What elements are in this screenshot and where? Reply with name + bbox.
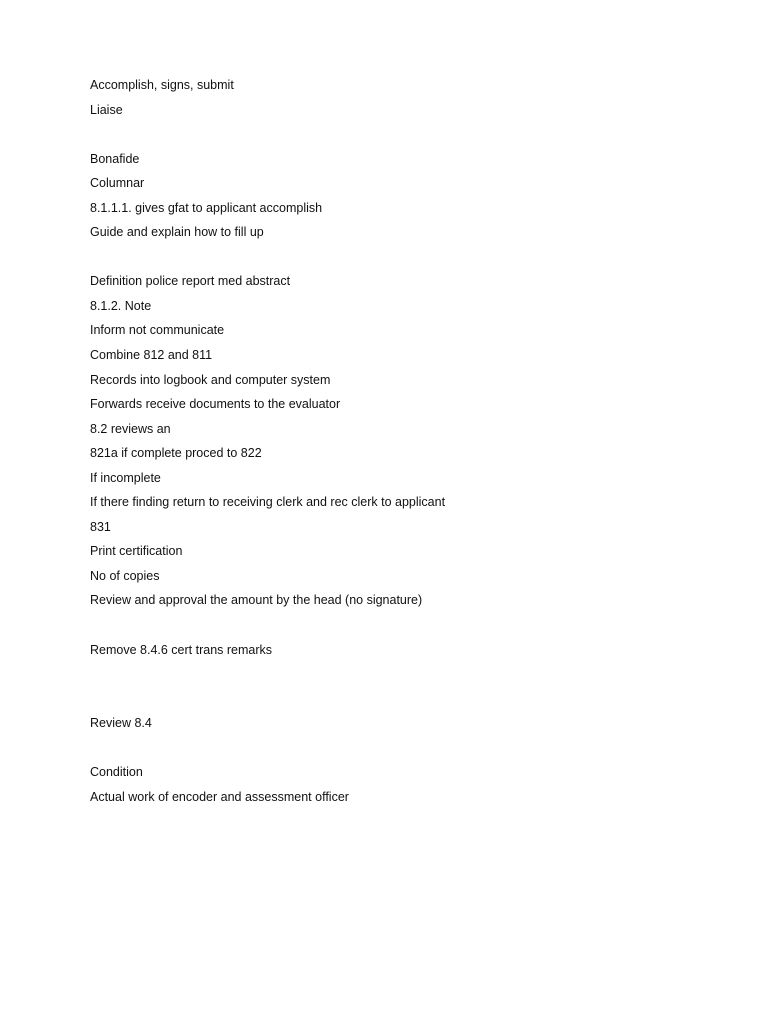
paragraph: 8.1.1.1. gives gfat to applicant accomplish xyxy=(90,200,323,215)
paragraph: 821a if complete proced to 822 xyxy=(90,446,262,461)
empty-paragraph xyxy=(90,690,690,709)
paragraph: Guide and explain how to fill up xyxy=(90,225,264,240)
paragraph: Inform not communicate xyxy=(90,323,225,338)
paragraph: Definition police report med abstract xyxy=(90,274,291,289)
empty-paragraph xyxy=(90,665,690,684)
paragraph: Combine 812 and 811 xyxy=(90,348,213,363)
paragraph: Records into logbook and computer system xyxy=(90,372,331,387)
paragraph: Print certification xyxy=(90,544,183,559)
paragraph: No of copies xyxy=(90,568,160,583)
paragraph: Review and approval the amount by the head (no signature) xyxy=(90,593,423,608)
paragraph: 8.2 reviews an xyxy=(90,421,171,436)
paragraph: Remove 8.4.6 cert trans remarks xyxy=(90,642,273,657)
paragraph: Bonafide xyxy=(90,151,140,166)
paragraph: 8.1.2. Note xyxy=(90,298,152,313)
paragraph: Review 8.4 xyxy=(90,716,152,731)
paragraph: Accomplish, signs, submit xyxy=(90,78,234,92)
paragraph: Condition xyxy=(90,765,143,780)
empty-paragraph xyxy=(90,248,690,267)
paragraph: 831 xyxy=(90,519,111,534)
paragraph: If there finding return to receiving clerk and rec clerk to applicant xyxy=(90,495,446,510)
empty-paragraph xyxy=(90,616,690,635)
paragraph: Liaise xyxy=(90,102,123,117)
paragraph: Columnar xyxy=(90,176,145,191)
document-body xyxy=(90,76,690,812)
paragraph: Actual work of encoder and assessment officer xyxy=(90,789,349,804)
empty-paragraph xyxy=(90,125,690,144)
paragraph: Forwards receive documents to the evaluator xyxy=(90,397,341,412)
empty-paragraph xyxy=(90,739,690,758)
paragraph: If incomplete xyxy=(90,470,161,485)
